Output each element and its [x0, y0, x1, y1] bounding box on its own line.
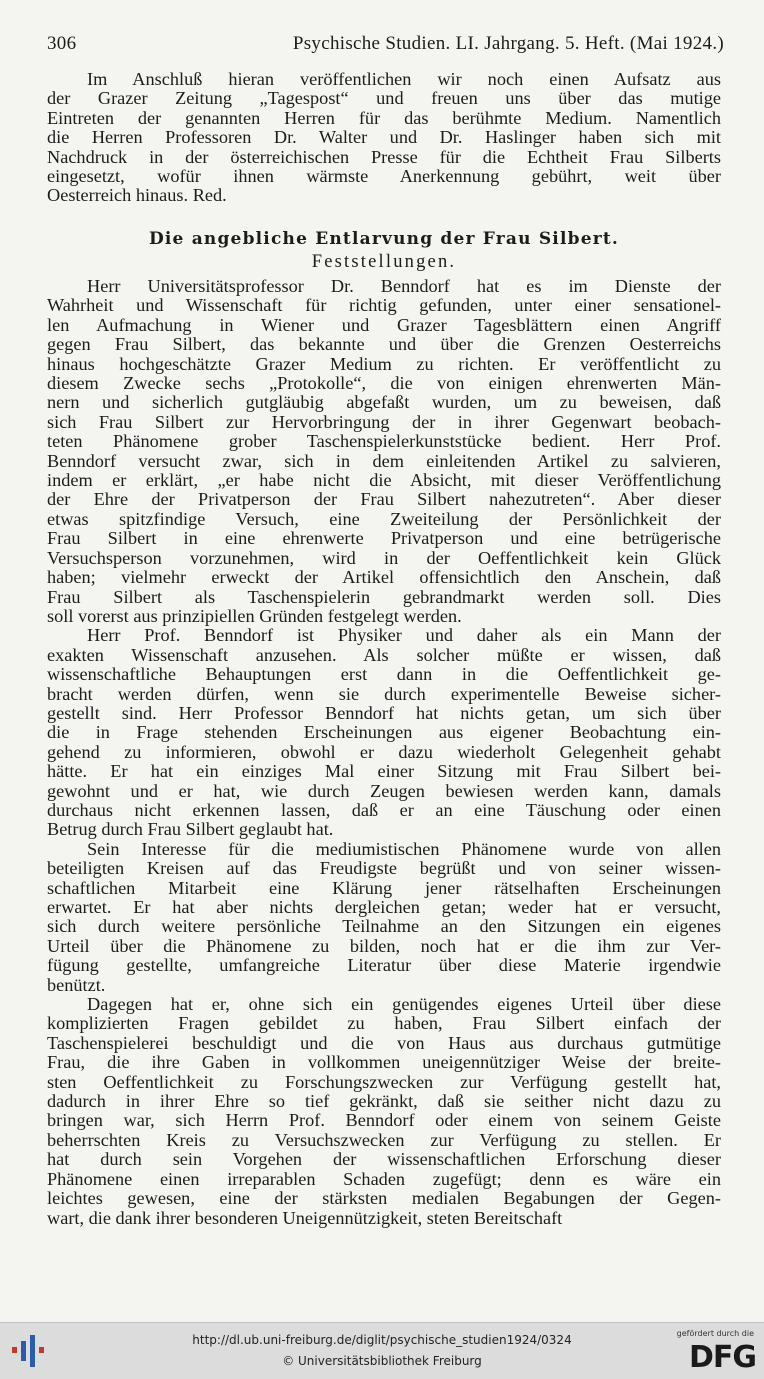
text-line: Frau Silbert in eine ehrenwerte Privatperson und eine betrügerische	[47, 529, 721, 549]
text-line: dadurch in ihrer Ehre so tief gekränkt, daß sie seither nicht dazu zu	[47, 1092, 721, 1112]
text-line: Wahrheit und Wissenschaft für richtig gefunden, unter einer sensationel-	[47, 296, 721, 316]
text-line: hätte. Er hat ein einziges Mal einer Sitzung mit Frau Silbert bei-	[47, 762, 721, 782]
text-line: benützt.	[47, 975, 106, 995]
text-line: teten Phänomene grober Taschenspielerkunststücke bedient. Herr Prof.	[47, 432, 721, 452]
text-line: gegen Frau Silbert, das bekannte und über die Grenzen Oesterreichs	[47, 335, 721, 355]
text-line: soll vorerst aus prinzipiellen Gründen festgelegt werden.	[47, 606, 462, 626]
running-header	[47, 33, 724, 57]
text-line: hinaus hochgeschätzte Grazer Medium zu richten. Er veröffentlicht zu	[47, 354, 721, 374]
text-line: etwas spitzfindige Versuch, eine Zweiteilung der Persönlichkeit der	[47, 509, 721, 529]
editorial-note	[47, 70, 721, 206]
text-line: erwartet. Er hat aber nichts dergleichen getan; weder hat er versucht,	[47, 898, 721, 917]
text-line: hat durch sein Vorgehen der wissenschaftlichen Erforschung dieser	[47, 1150, 721, 1170]
text-line: bringen war, sich Herrn Prof. Benndorf oder einem von seinem Geiste	[47, 1111, 721, 1131]
text-line: gestellt sind. Herr Professor Benndorf hat nichts getan, um sich über	[47, 703, 721, 723]
viewer-footer	[0, 1322, 764, 1379]
article-body	[47, 277, 721, 1228]
text-line: sten Oeffentlichkeit zu Forschungszwecken zur Verfügung gestellt hat,	[47, 1072, 721, 1092]
text-line: komplizierten Fragen gebildet zu haben, Frau Silbert einfach der	[47, 1014, 721, 1034]
paragraph	[47, 995, 721, 1228]
text-line: Nachdruck in der österreichischen Presse für die Echtheit Frau Silberts	[47, 147, 721, 167]
text-line: len Aufmachung in Wiener und Grazer Tagesblättern einen Angriff	[47, 315, 721, 335]
dfg-logo-text: DFG	[688, 1340, 756, 1375]
text-line: Benndorf versucht zwar, sich in dem einleitenden Artikel zu salvieren,	[47, 451, 721, 471]
text-line: gehend zu informieren, obwohl er dazu wiederholt Gelegenheit gehabt	[47, 742, 721, 762]
text-line: Herr Prof. Benndorf ist Physiker und daher als ein Mann der	[87, 626, 721, 646]
text-line: sich durch weitere persönliche Teilnahme an den Sitzungen ein eigenes	[47, 917, 721, 937]
text-line: Oesterreich hinaus. Red.	[47, 186, 227, 206]
text-line: sich Frau Silbert zur Hervorbringung der in ihrer Gegenwart beobach-	[47, 412, 721, 432]
text-line: eingesetzt, wofür ihnen wärmste Anerkennung gebührt, weit über	[47, 167, 721, 187]
text-line: beherrschten Kreis zu Versuchszwecken zur Verfügung zu stellen. Er	[47, 1130, 721, 1150]
funder-note: gefördert durch die	[676, 1329, 754, 1338]
copyright-notice: © Universitätsbibliothek Freiburg	[282, 1354, 482, 1368]
text-line: Versuchsperson vorzunehmen, wird in der Oeffentlichkeit kein Glück	[47, 548, 721, 568]
text-line: bracht werden dürfen, wenn sie durch experimentelle Beweise sicher-	[47, 684, 721, 704]
text-line: wissenschaftliche Behauptungen erst dann in die Oeffentlichkeit ge-	[47, 665, 721, 685]
article-title: Die angebliche Entlarvung der Frau Silbert.	[148, 229, 620, 249]
text-line: Phänomene einen irreparablen Schaden zugefügt; denn es wäre ein	[47, 1169, 721, 1189]
text-line: nern und sicherlich gutgläubig abgefaßt wurden, um zu beweisen, daß	[47, 393, 721, 413]
text-line: Urteil über die Phänomene zu bilden, noch hat er die ihm zur Ver-	[47, 936, 721, 956]
text-line: Taschenspielerei beschuldigt und die von Haus aus durchaus gutmütige	[47, 1033, 721, 1053]
text-line: gewohnt und er hat, wie durch Zeugen bewiesen werden kann, damals	[47, 781, 721, 801]
funder-logo[interactable]	[668, 1329, 756, 1375]
text-line: leichtes gewesen, eine der stärksten medialen Begabungen der Gegen-	[47, 1189, 721, 1209]
text-line: Sein Interesse für die mediumistischen Phänomene wurde von allen	[87, 839, 721, 859]
text-line: Eintreten der genannten Herren für das berühmte Medium. Namentlich	[47, 108, 721, 128]
text-line: exakten Wissenschaft anzusehen. Als solcher müßte er wissen, daß	[47, 645, 721, 665]
text-line: die Herren Professoren Dr. Walter und Dr. Haslinger haben sich mit	[47, 128, 721, 148]
text-line: beteiligten Kreisen auf das Freudigste begrüßt und von seiner wissen-	[47, 859, 721, 879]
text-line: die in Frage stehenden Erscheinungen aus eigener Beobachtung ein-	[47, 723, 721, 743]
paragraph	[47, 840, 721, 995]
text-line: der Grazer Zeitung „Tagespost“ und freuen uns über das mutige	[47, 89, 721, 109]
text-line: Betrug durch Frau Silbert geglaubt hat.	[47, 820, 334, 840]
text-line: Herr Universitätsprofessor Dr. Benndorf hat es im Dienste der	[87, 277, 721, 296]
text-line: indem er erklärt, „er habe nicht die Absicht, mit dieser Veröffentlichung	[47, 471, 721, 491]
running-title: Psychische Studien. LI. Jahrgang. 5. Heft. (Mai 1924.)	[292, 33, 724, 54]
text-line: durchaus nicht erkennen lassen, daß er an eine Täuschung oder einen	[47, 800, 721, 820]
page-number: 306	[47, 33, 77, 54]
document-url[interactable]: http://dl.ub.uni-freiburg.de/diglit/psychische_studien1924/0324	[192, 1333, 572, 1347]
text-line: Frau Silbert als Taschenspielerin gebrandmarkt werden soll. Dies	[47, 587, 721, 607]
text-line: haben; vielmehr erweckt der Artikel offensichtlich den Anschein, daß	[47, 568, 721, 588]
text-line: diesem Zwecke sechs „Protokolle“, die von einigen ehrenwerten Män-	[47, 374, 721, 394]
paragraph	[47, 626, 721, 839]
text-line: fügung gestellte, umfangreiche Literatur über diese Materie irgendwie	[47, 956, 721, 976]
text-line: wart, die dank ihrer besonderen Uneigennützigkeit, steten Bereitschaft	[47, 1208, 563, 1228]
text-line: Im Anschluß hieran veröffentlichen wir noch einen Aufsatz aus	[87, 70, 721, 89]
text-line: Frau, die ihre Gaben in vollkommen uneigennütziger Weise der breite-	[47, 1053, 721, 1073]
paragraph	[47, 277, 721, 626]
article-subtitle: Feststellungen.	[311, 252, 457, 272]
text-line: Dagegen hat er, ohne sich ein genügendes eigenes Urteil über diese	[87, 995, 721, 1015]
text-line: der Ehre der Privatperson der Frau Silbert nahezutreten“. Aber dieser	[47, 490, 721, 510]
paragraph	[47, 70, 721, 206]
text-line: schaftlichen Mitarbeit eine Klärung jener rätselhaften Erscheinungen	[47, 878, 721, 898]
